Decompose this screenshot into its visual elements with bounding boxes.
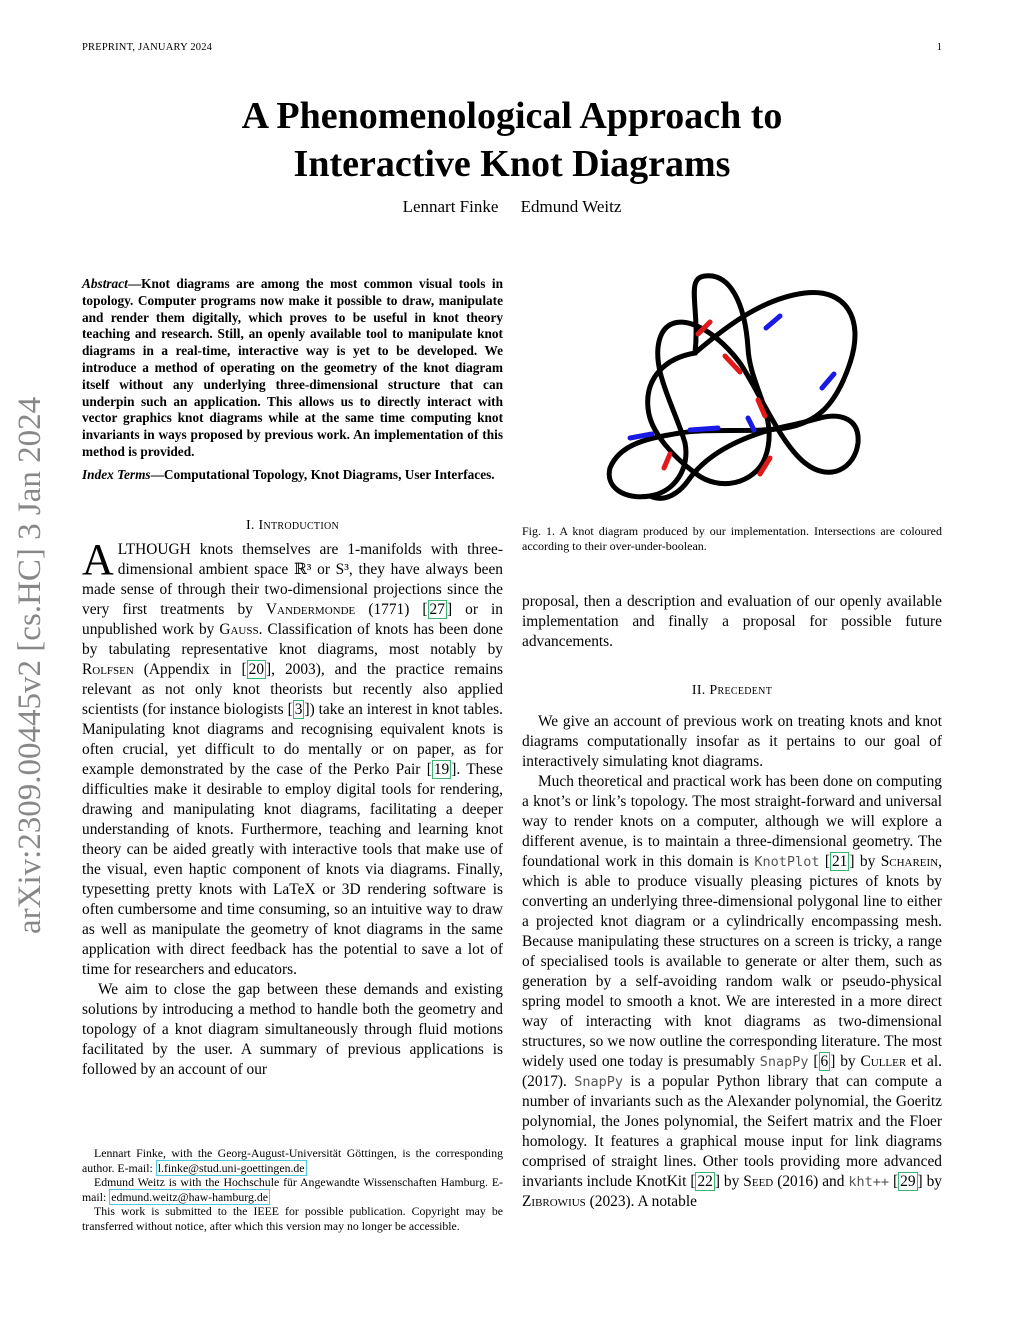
precedent-text: , which is able to produce visually pleasing pictures of knots by converting an underlying three-dimensional polygonal line to either a projected knot diagram or a cylindrically encompassing mesh. Because manipulating these structures on a screen is tricky, a range of specialised tools is available to generate or alter them, such as generation by a self-avoiding random walk or pseudo-physical spring model to smooth a knot. We are interested in a more direct way of interacting with knot diagrams as two-dimensional structures, so we now outline the corresponding literature. The most widely used one today is presumably xyxy=(522,853,942,1070)
name-zibrowius: Zibrowius xyxy=(522,1193,586,1210)
author-2: Edmund Weitz xyxy=(520,197,622,216)
citation-link[interactable]: 29 xyxy=(900,1173,916,1190)
precedent-text: Much theoretical and practical work has been done on computing a knot’s or link’s topology. The most straight-forward and universal way to render knots on a computer, although we will explore a different avenue, is to maintain a three-dimensional geometry. The foundational work in this domain is xyxy=(522,773,942,870)
citation-link[interactable]: 21 xyxy=(831,853,848,870)
figure-caption: Fig. 1. A knot diagram produced by our implementation. Intersections are coloured according to their over-under-boolean. xyxy=(522,524,942,553)
under-crossing-marker xyxy=(766,316,780,328)
name-culler: Culler xyxy=(860,1053,907,1070)
arxiv-identifier[interactable]: arXiv:2309.00445v2 [cs.HC] 3 Jan 2024 xyxy=(12,396,48,934)
footnotes xyxy=(82,1146,503,1234)
name-vandermonde: Vandermonde xyxy=(265,600,356,618)
abstract xyxy=(82,276,503,461)
intro-text: ]) take an interest in knot tables. Manipulating knot diagrams and recognising equivalent knots is often crucial, yet difficult to do mentally or on paper, as for example demonstrated by the case of the Perko Pair [ xyxy=(82,700,503,778)
name-seed: Seed xyxy=(743,1173,774,1190)
title-line-2: Interactive Knot Diagrams xyxy=(293,143,731,185)
paper-title xyxy=(0,92,1024,188)
footnote-2 xyxy=(82,1175,503,1204)
tool-kht: kht++ xyxy=(848,1174,890,1190)
precedent-text: (2023). A notable xyxy=(585,1193,697,1210)
precedent-text: is a popular Python library that can compute a number of invariants such as the Alexander polynomial, the Goeritz polynomial, the Jones polynomial, the Seifert matrix and the Floer homology. It features a graphical mouse input for link diagrams comprised of straight lines. Other tools providing more advanced invariants include KnotKit [ xyxy=(522,1073,942,1190)
authors xyxy=(0,197,1024,217)
intro-text: ] or in unpublished work by xyxy=(82,600,503,638)
precedent-text: [ xyxy=(889,1173,899,1190)
name-scharein: Scharein xyxy=(880,853,939,870)
citation-link[interactable]: 20 xyxy=(248,660,265,678)
tool-snappy: SnapPy xyxy=(759,1054,809,1070)
precedent-text: (2016) and xyxy=(773,1173,849,1190)
precedent-paragraph-2 xyxy=(522,772,942,1212)
intro-text: ], 2003), and the practice remains relevant as not only knot theorists but recently also applied scientists (for instance biologists [ xyxy=(82,660,504,718)
precedent-paragraph-1: We give an account of previous work on treating knots and knot diagrams computationally insofar as it pertains to our goal of interactively simulating knot diagrams. xyxy=(522,713,942,770)
precedent-text: ] by xyxy=(849,853,881,870)
email-link-finke[interactable]: l.finke@stud.uni-goettingen.de xyxy=(157,1160,305,1175)
index-terms-text: —Computational Topology, Knot Diagrams, User Interfaces. xyxy=(150,466,495,482)
tool-knotplot: KnotPlot xyxy=(754,854,820,870)
intro-paragraph-2: We aim to close the gap between these demands and existing solutions by introducing a method to handle both the geometry and topology of a knot diagram simultaneously through fluid motions facilitated by the user. A summary of previous applications is followed by an account of our xyxy=(82,980,503,1078)
page-number: 1 xyxy=(936,42,942,53)
email-link-weitz[interactable]: edmund.weitz@haw-hamburg.de xyxy=(111,1189,268,1204)
precedent-text: [ xyxy=(808,1053,819,1070)
intro-paragraph-1 xyxy=(82,534,504,980)
footnote-text: Edmund Weitz is with the Hochschule für Angewandte Wissenschaften Hamburg. E-mail: xyxy=(82,1175,503,1204)
name-rolfsen: Rolfsen xyxy=(82,660,134,678)
citation-link[interactable]: 22 xyxy=(697,1173,713,1190)
under-crossing-marker xyxy=(822,374,834,388)
right-column-continuation xyxy=(522,592,942,652)
introduction-body xyxy=(82,534,504,1080)
precedent-text: ] by xyxy=(917,1173,942,1190)
citation-link[interactable]: 27 xyxy=(429,600,445,618)
abstract-label: Abstract xyxy=(82,276,128,291)
section-heading-introduction: I. Introduction xyxy=(245,517,340,533)
author-1: Lennart Finke xyxy=(402,197,499,216)
abstract-text: —Knot diagrams are among the most common visual tools in topology. Computer programs now make it possible to draw, manipulate and render them digitally, which proves to be useful in knot theory teaching and research. Still, an openly available tool to manipulate knot diagrams in a real-time, interactive way is yet to be developed. We introduce a method of operating on the geometry of the knot diagram itself without any underlying three-dimensional structure that can underpin such an application. This allows us to directly interact with vector graphics knot diagrams while at the same time computing knot invariants in ways proposed by previous work. An implementation of this method is provided. xyxy=(82,276,503,459)
over-crossing-marker xyxy=(664,454,670,468)
intro-paragraph-2-continued: proposal, then a description and evaluation of our openly available implementation and finally a proposal for possible future advancements. xyxy=(522,593,942,650)
tool-snappy: SnapPy xyxy=(574,1074,623,1090)
citation-link[interactable]: 19 xyxy=(433,760,450,778)
index-terms xyxy=(82,467,503,484)
footnote-text: Lennart Finke, with the Georg-August-Universität Göttingen, is the corresponding author. E-mail: xyxy=(82,1146,503,1175)
precedent-body xyxy=(522,712,942,1212)
intro-text: (1771) [ xyxy=(355,600,428,618)
citation-link[interactable]: 6 xyxy=(820,1053,829,1070)
footnote-3: This work is submitted to the IEEE for possible publication. Copyright may be transferred without notice, after which this version may no longer be accessible. xyxy=(82,1204,503,1233)
precedent-text: [ xyxy=(819,853,830,870)
intro-text: LTHOUGH knots themselves are 1-manifolds with three-dimensional ambient space ℝ³ or S³, they have always been made sense of through their two-dimensional projections since the very first treatments by xyxy=(82,540,503,618)
title-line-1: A Phenomenological Approach to xyxy=(241,95,783,137)
running-head: PREPRINT, JANUARY 2024 xyxy=(82,42,213,53)
section-heading-precedent: II. Precedent xyxy=(691,683,773,698)
under-crossing-marker xyxy=(690,428,718,430)
precedent-text: et al. (2017). xyxy=(522,1053,943,1090)
left-column xyxy=(82,276,503,1080)
dropcap: A xyxy=(82,534,114,584)
precedent-text: ] by xyxy=(714,1173,744,1190)
index-terms-label: Index Terms xyxy=(82,466,151,482)
intro-text: . Classification of knots has been done by tabulating representative knot diagrams, most notably by xyxy=(82,620,503,658)
name-gauss: Gauss xyxy=(219,620,259,638)
intro-text: ]. These difficulties make it desirable to employ digital tools for rendering, drawing and manipulating knot diagrams, facilitating a deeper understanding of knots. Furthermore, teaching and learning knot theory can be aided greatly with interactive tools that make use of the visual, even haptic component of knots via diagrams. Finally, typesetting pretty knots with LaTeX or 3D rendering software is often cumbersome and time consuming, so an intuitive way to draw as well as manipulate the geometry of knot diagrams in the same application with direct feedback has the potential to save a lot of time for researchers and educators. xyxy=(82,760,503,978)
precedent-text: ] by xyxy=(830,1053,861,1070)
intro-text: (Appendix in [ xyxy=(133,660,247,678)
citation-link[interactable]: 3 xyxy=(294,700,303,718)
footnote-1 xyxy=(82,1146,503,1175)
knot-diagram-figure xyxy=(590,268,880,513)
